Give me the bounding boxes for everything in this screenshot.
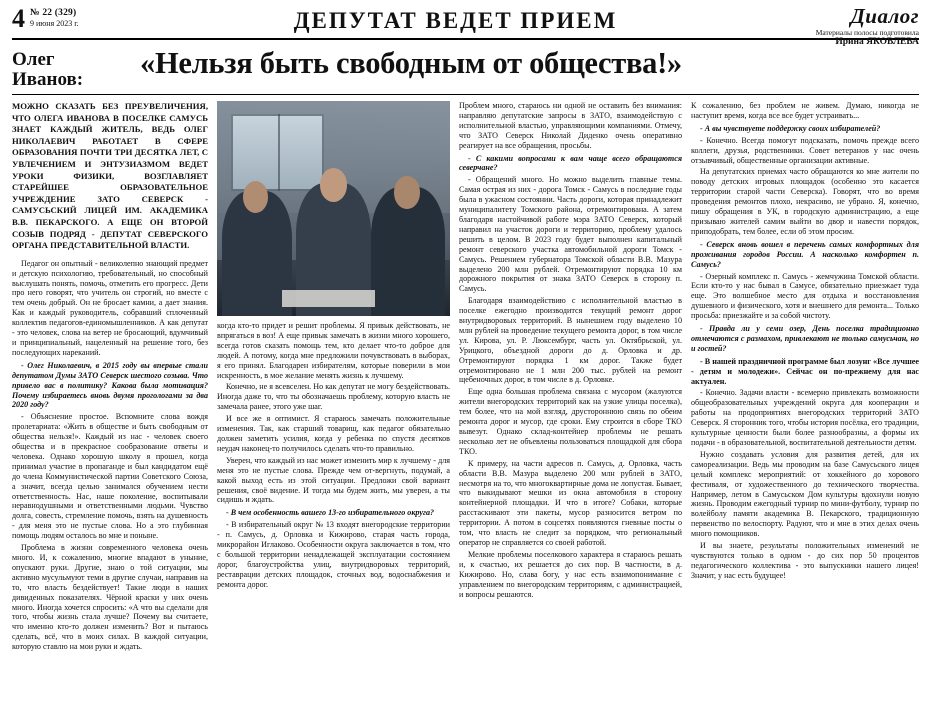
issue-date: 9 июня 2023 г. [30, 19, 79, 28]
article-columns [12, 101, 919, 701]
headline [12, 47, 919, 95]
page-number: 4 [12, 4, 25, 33]
masthead-left [12, 6, 182, 32]
masthead-right [729, 6, 919, 48]
paragraph: На депутатских приемах часто обращаются ко мне жители по поводу детских игровых площадок (особенно это касается территории старой части Северска). Говорят, что во время проведения ремонтов плохо, некрасиво, не убрано. Я, конечно, пишу обращения в УК, в городскую администрацию, а еще призываю жителей самим выйти во двор и навести порядок, приподобрать, тем более, если об этом просим. [691, 167, 919, 236]
masthead [12, 4, 919, 47]
headline-person-line1: Олег [12, 49, 55, 70]
interview-question: - А вы чувствуете поддержку своих избирателей? [700, 123, 881, 133]
interview-question: - Правда ли у семи озер, День поселка традиционно отмечаются с размахом, привлекают не только самусьчан, но и гостей? [691, 324, 919, 353]
paragraph: Педагог он опытный - великолепно знающий предмет и детскую психологию, требовательный, но способный выслушать понять, помочь, отметить его прогресс. Дети про него говорят, что учитель он строгий, но вместе с тем очень добрый. Он не бросает камни, а дает знания. Как и каждый руководитель, собравший сплоченный коллектив педагогов-единомышленников. А как депутат - это человек, слова на ветер не бросающий, вдумчивый и принципиальный, нацеленный на решение того, без последующих нареканий. [12, 258, 208, 357]
interview-question: - С какими вопросами к вам чаще всего обращаются северчане? [459, 153, 682, 173]
paragraph: И все же я оптимист. Я стараюсь замечать положительные изменения. Так, как старший товарищ, как педагог обязательно должен заметить усилия, когда у ребенка по спустя десятков неудач наконец-то получилось сделать что-то правильно. [217, 414, 450, 453]
column-2 [217, 101, 459, 701]
paragraph: К сожалению, без проблем не живем. Думаю, никогда не наступит время, когда все все будет устраивать... [691, 101, 919, 120]
headline-person [12, 47, 140, 90]
interview-question: - Олег Николаевич, в 2015 году вы впервые стали депутатом Думы ЗАТО Северск шестого созыва. Что привело вас в политику? Какова была мотивация? Почему избираетесь вновь двумя прогологами за два 2020 году? [12, 360, 208, 410]
headline-person-line2: Иванов: [12, 69, 84, 90]
paragraph: Мелкие проблемы поселкового характера я стараюсь решать и, к счастью, их решается до сих пор. В частности, в д. Кижирово. Но, слава богу, у нас есть взаимопонимание с управлением по внегородским территориям, с администрацией, и вопросы решаются. [459, 549, 682, 599]
interview-question: - Северск вновь вошел в перечень самых комфортных для проживания городов России. А насколько комфортен п. Самусь? [691, 239, 919, 269]
paragraph: когда кто-то придет и решит проблемы. Я привык действовать, не впрягаться в воз! А еще привык замечать в жизни много хорошего, всегда готов сказать помощь тем, кто делает что-то доброе для людей. А потому, когда мне предложили почувствовать в выборах, я его принял. Благодарен избирателям, которые поверили в мои искренность, в мое желание менять жизнь к лучшему. [217, 321, 450, 380]
paragraph: Благодаря взаимодействию с исполнительной властью в поселке ежегодно производится текущий ремонт дорог внутридворовых территорий. В нынешнем году выделено 10 млн рублей на проведение текущего ремонта дорог, в том числе ул. Кирова, ул. Р. Люксембург, часть ул. Октябрьской, ул. Урицкого, объездной дороги до д. Орловка и др. Отремонтируют порядка 1 км дорог. Также будет отремонтировано не 1 млн 200 тыс. рублей на ремонт щебеночных дорог, в том числе в д. Орловке. [459, 296, 682, 385]
column-4 [691, 101, 919, 701]
article-photo [217, 101, 450, 316]
paragraph: - Обращений много. Но можно выделить главные темы. Самая острая из них - дорога Томск - Самусь в последние годы была в ужасном состоянии. Часть дороги, которая принадлежит муниципалитету Томского района, отремонтирована. А затем благодаря настойчивой работе мэра ЗАТО Северск, который направил на участок дороги и территорию, проблему удалось решить в целом. В 2023 году будет выполнен капитальный ремонт северского участка автомобильной дороги Томск - Самусь. Решением губернатора Томской области В.В. Мазура выделено 200 млн рублей. Отремонтируют порядка 10 км дорожного покрытия от знака ЗАТО Северск в сторону п. Самусь. [459, 175, 682, 294]
paragraph: - Озерный комплекс п. Самусь - жемчужина Томской области. Если кто-то у нас бывал в Самусе, обязательно приезжает туда еще. Это волшебное место для отдыха и восстановления душевного и физического, хотя и внешнего для ремонта... Только просьба: приезжайте и за собой чистоту. [691, 271, 919, 321]
paragraph: Проблем много, стараюсь ни одной не оставить без внимания: направляю депутатские запросы в ЗАТО, взаимодействую с исполнительной властью, управляющими компаниями. Отмечу, что ЗАТО Северск Николай Диденко очень оперативно реагирует на все обращения, просьбы. [459, 101, 682, 150]
issue-number: № 22 (329) [30, 8, 77, 18]
credit-author: Ирина ЯКОВЛЕВА [835, 37, 919, 47]
photo-person-head [394, 176, 420, 208]
paragraph: И вы знаете, результаты положительных изменений не чувствуются только в одном - до сих пор 50 процентов педагогического коллектива - это выпускники нашего лицея! Значит, у нас есть будущее! [691, 541, 919, 580]
paragraph: Проблема в жизни современного человека очень много. И, к сожалению, многие впадают в уныние, опускают руки. Другие, знаю о той ситуации, мы активно мусульмуют теми в другие случаи, направив на то, что власть бездействует! Такие люди в наших дивиденных показателях. Чёрной краски у них очень много. Иногда хочется спросить: «А что вы сделали для того, чтобы жизнь стала лучше? Почему вы считаете, что именно кто-то должен изменить? Вот и пытаюсь сделать, всё, что в моих силах. В каждой ситуации, которую ставлю на мои руки и ждать. [12, 543, 208, 652]
paragraph: - Конечно. Задачи власти - всемерно привлекать возможности общеобразовательных учреждений округа для кооперации и работы на продоприятиях внегородских территорий ЗАТО Северск. Я сторонник того, чтобы история посёлка, его традиции, культурные ценности были более разнообразны, а формы их подачи - в образовательной, воспитательной деятельности детям. [691, 388, 919, 447]
photo-window [231, 114, 324, 191]
paragraph: К примеру, на части адресов п. Самусь, д. Орловка, часть области В.В. Мазура выделено 200 млн рублей в ЗАТО, несмотря на то, что многоквартирные дома не лопустая. Бывает, что выкидывают мешки из окна автомобиля в сторону контейнерной площадки. И что в итоге? Собаки, которые расстаскивают эти пакеты, мусор разносится ветром по территории. А потом в соцсетях появляются гневные посты о том, что власть не следит за порядком, что региональный оператор не справляется со своей работой. [459, 458, 682, 547]
paragraph: - В избирательный округ № 13 входят внегородские территории - п. Самусь, д. Орловка и Кижирово, старая часть города, микрорайон Иглаково. Особенности округа заключается в том, что с большой территории ненадлежащей эксплуатации состоянием дорог, благоустройства улиц, внутридворовых территорий, реставрации детских площадок, сточных вод, водоснабжения и ремонта дорог. [217, 520, 450, 589]
column-1 [12, 101, 217, 701]
interview-question: - В чем особенность вашего 13-го избирательного округа? [226, 508, 435, 518]
column-3 [459, 101, 691, 701]
publication-logo: Диалог [850, 4, 919, 28]
paragraph: Нужно создавать условия для развития детей, для их самореализации. Ведь мы проводим на базе Самусьского лицея целый комплекс мероприятий: от хоккейного до хорового фестиваля, от художественного до технического творчества. Например, летом в Самусьском Дом культуры вдохнули новую жизнь. Проводим ежегодный турнир по мини-футболу, турнир по волейболу памяти академика В. Пекарского, традиционную первенство по велоспорту. Радуют, что и мне в этих делах очень много помощников. [691, 449, 919, 539]
section-rubric: ДЕПУТАТ ВЕДЕТ ПРИЕМ [293, 8, 618, 33]
paragraph: Уверен, что каждый из нас может изменить мир к лучшему - для меня это не пустые слова. Прежде чем от-вергнуть, подумай, а какой выход есть из этой ситуации. Предложи свой вариант решения, своё видение. И тогда мы будем жить, мы уверен, а ты сидишь и ждать. [217, 455, 450, 505]
paragraph: Еще одна большая проблема связана с мусором (жалуются жители внегородских территорий как на узкие улицы поселка), тем более, что на мой взгляд, друстороннюю связь по обеим ремонта дорог и мусор, где сроки. Ему строится в сборе ТКО вывезут. Однако склад-контейнер проблемы не решать несколько лет не объевлены пользоваться площадкой для сбора ТКО. [459, 387, 682, 456]
masthead-center [182, 6, 729, 34]
pull-quote: - В нашей праздничной программе был лозунг «Все лучшее - детям и молодежи». Сейчас он по-прежнему для нас актуален. [691, 356, 919, 386]
article-lead: МОЖНО СКАЗАТЬ БЕЗ ПРЕУВЕЛИЧЕНИЯ, ЧТО ОЛЕГА ИВАНОВА В ПОСЕЛКЕ САМУСЬ ЗНАЕТ КАЖДЫЙ ЖИТЕЛЬ, ВЕДЬ ОЛЕГ НИКОЛАЕВИЧ РАБОТАЕТ В СФЕРЕ ОБРАЗОВАНИЯ ПОЧТИ ТРИ ДЕСЯТКА ЛЕТ, С УВЛЕЧЕНИЕМ И ЭНТУЗИАЗМОМ ВЕДЕТ УРОКИ ФИЗИКИ, ВОЗГЛАВЛЯЕТ СТАРЕЙШЕЕ ОБРАЗОВАТЕЛЬНОЕ УЧРЕЖДЕНИЕ ЗАТО СЕВЕРСК - САМУСЬСКИЙ ЛИЦЕЙ ИМ. АКАДЕМИКА В.В. ПЕКАРСКОГО. А ЕЩЕ ОН ВТОРОЙ СОЗЫВ ПОДРЯД - ДЕПУТАТ СЕВЕРСКОГО ОРГАНА ПРЕДСТАВИТЕЛЬНОЙ ВЛАСТИ. [12, 101, 208, 251]
photo-person-head [243, 181, 269, 213]
paragraph: Конечно, не я всевселен. Но как депутат не могу бездействовать. Иногда даже то, что ты обозначаешь проблему, которую власть не замечала ранее, этого уже шаг. [217, 382, 450, 412]
paragraph: - Конечно. Всегда помогут подсказать, помочь прежде всего коллеги, друзья, родственники. Совет ветеранов у нас очень отзывчивый, общественные организации активные. [691, 135, 919, 165]
headline-quote: «Нельзя быть свободным от общества!» [140, 46, 682, 80]
paragraph: - Объяснение простое. Вспомните слова вождя пролетариата: «Жить в обществе и быть свободным от общества нельзя!». Каждый из нас - человек своего общества и в прекрасное сообразование ответы и человека. Однако хорошую школу я прошел, когда принимал участие в пропаганде и был кандидатом ещё до члена Коммунистической партии Советского Союза, а значит, всегда целью занимался обучением нести ответственность. Нас, наше поколение, воспитывали неравнодушными и ответственными людьми. Чувство долга, совесть, стремление помочь, взять на душевность - для меня это не пустые слова. Но а это глубинная помощь людям осталось во мне и поныне. [12, 412, 208, 541]
photo-papers [282, 290, 375, 307]
issue-block [30, 6, 79, 29]
credit-line: Материалы полосы подготовила [815, 28, 919, 37]
